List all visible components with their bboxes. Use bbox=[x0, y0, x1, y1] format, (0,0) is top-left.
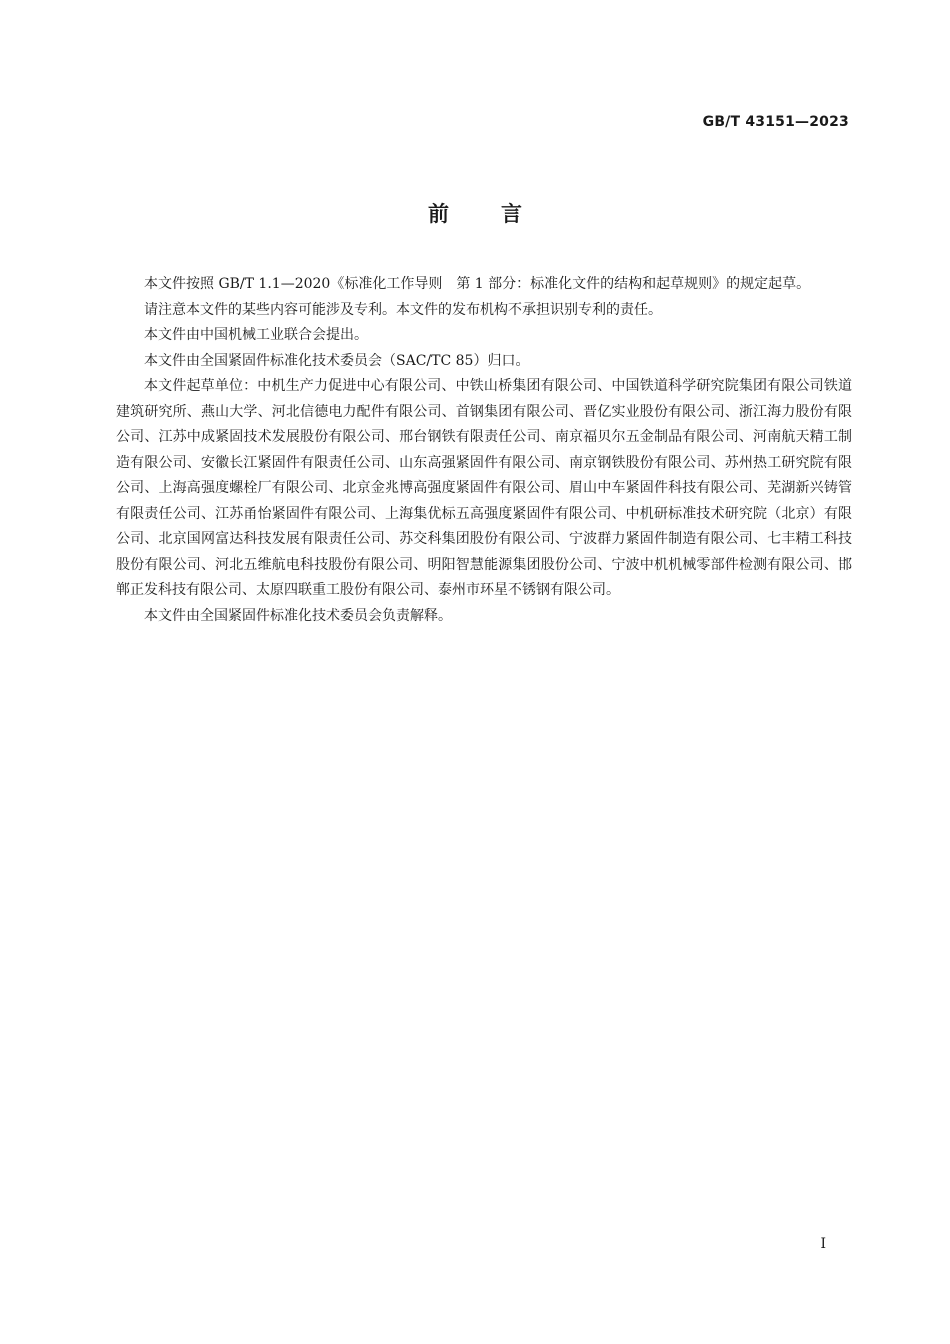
foreword-body bbox=[116, 272, 852, 629]
paragraph-drafting-units: 本文件起草单位：中机生产力促进中心有限公司、中铁山桥集团有限公司、中国铁道科学研究院集团有限公司铁道建筑研究所、燕山大学、河北信德电力配件有限公司、首钢集团有限公司、晋亿实业股份有限公司、浙江海力股份有限公司、江苏中成紧固技术发展股份有限公司、邢台钢铁有限责任公司、南京福贝尔五金制品有限公司、河南航天精工制造有限公司、安徽长江紧固件有限责任公司、山东高强紧固件有限公司、南京钢铁股份有限公司、苏州热工研究院有限公司、上海高强度螺栓厂有限公司、北京金兆博高强度紧固件有限公司、眉山中车紧固件科技有限公司、芜湖新兴铸管有限责任公司、江苏甬怡紧固件有限公司、上海集优标五高强度紧固件有限公司、中机研标准技术研究院（北京）有限公司、北京国网富达科技发展有限责任公司、苏交科集团股份有限公司、宁波群力紧固件制造有限公司、七丰精工科技股份有限公司、河北五维航电科技股份有限公司、明阳智慧能源集团股份公司、宁波中机机械零部件检测有限公司、邯郸正发科技有限公司、太原四联重工股份有限公司、泰州市环星不锈钢有限公司。 bbox=[116, 378, 852, 598]
page-title: 前言 bbox=[428, 202, 574, 226]
paragraph-interpretation: 本文件由全国紧固件标准化技术委员会负责解释。 bbox=[144, 607, 452, 624]
paragraph-proposer: 本文件由中国机械工业联合会提出。 bbox=[144, 327, 368, 343]
standard-number: GB/T 43151—2023 bbox=[702, 114, 849, 130]
paragraph-technical-committee: 本文件由全国紧固件标准化技术委员会（SAC/TC 85）归口。 bbox=[144, 352, 530, 369]
page-number: I bbox=[820, 1236, 826, 1252]
paragraph-patent-notice: 请注意本文件的某些内容可能涉及专利。本文件的发布机构不承担识别专利的责任。 bbox=[144, 301, 662, 318]
paragraph-drafting-rules: 本文件按照 GB/T 1.1—2020《标准化工作导则 第 1 部分：标准化文件的结构和起草规则》的规定起草。 bbox=[144, 276, 811, 292]
